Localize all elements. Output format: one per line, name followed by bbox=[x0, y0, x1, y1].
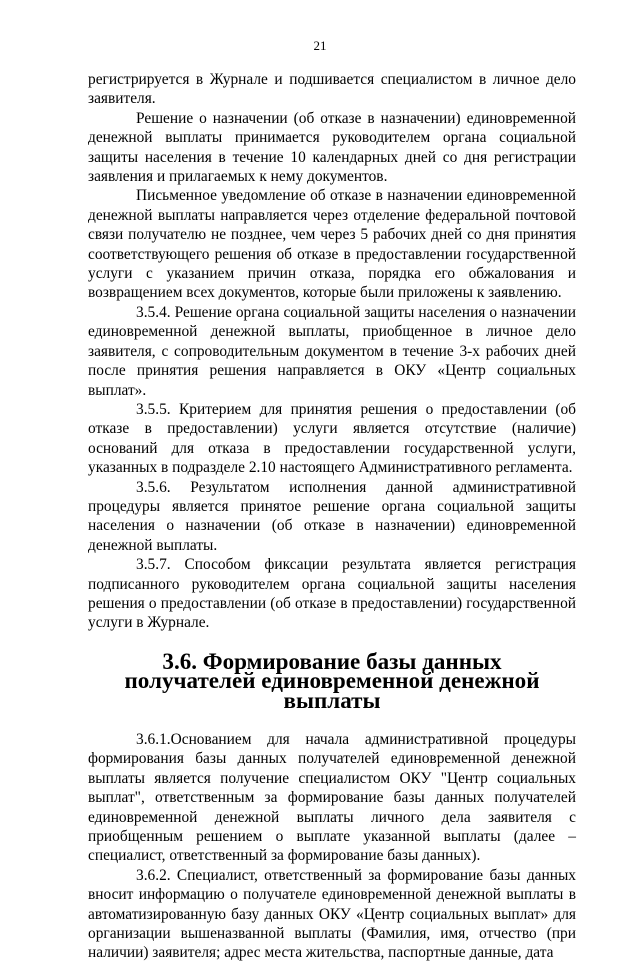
paragraph: 3.5.5. Критерием для принятия решения о предоставлении (об отказе в предоставлении) услуги является отсутствие (наличие) оснований для отказа в предоставлении государственной услуги, указанных в подразделе 2.10 настоящего Административного регламента. bbox=[88, 400, 576, 477]
paragraph: 3.6.2. Специалист, ответственный за формирование базы данных вносит информацию о получателе единовременной денежной выплаты в автоматизированную базу данных ОКУ «Центр социальных выплат» для организации вышеназванной выплаты (Фамилия, имя, отчество (при наличии) заявителя; адрес места жительства, паспортные данные, дата bbox=[88, 866, 576, 962]
paragraph: 3.5.4. Решение органа социальной защиты населения о назначении единовременной денежной выплаты, приобщенное в личное дело заявителя, с сопроводительным документом в течение 3-х рабочих дней после принятия решения направляется в ОКУ «Центр социальных выплат». bbox=[88, 303, 576, 399]
paragraph: 3.5.6. Результатом исполнения данной административной процедуры является принятое решение органа социальной защиты населения о назначении (об отказе в назначении) единовременной денежной выплаты. bbox=[88, 478, 576, 554]
paragraph: Письменное уведомление об отказе в назначении единовременной денежной выплаты направляется через отделение федеральной почтовой связи получателю не позднее, чем через 5 рабочих дней со дня принятия соответствующего решения об отказе в предоставлении государственной услуги с указанием причин отказа, порядка его обжалования и возвращением всех документов, которые были приложены к заявлению. bbox=[88, 187, 576, 302]
paragraph: 3.5.7. Способом фиксации результата является регистрация подписанного руководителем органа социальной защиты населения решения о предоставлении (об отказе в предоставлении) государственной услуги в Журнале. bbox=[88, 556, 576, 632]
paragraph: 3.6.1.Основанием для начала административной процедуры формирования базы данных получателей единовременной денежной выплаты является получение специалистом ОКУ "Центр социальных выплат", ответственным за формирование базы данных получателей единовременной денежной выплаты личного дела заявителя с приобщенным решением о выплате указанной выплаты (далее – специалист, ответственный за формирование базы данных). bbox=[88, 731, 576, 865]
paragraph: Решение о назначении (об отказе в назначении) единовременной денежной выплаты принимается руководителем органа социальной защиты населения в течение 10 календарных дней со дня регистрации заявления и прилагаемых к нему документов. bbox=[88, 109, 576, 186]
page-number: 21 bbox=[313, 38, 327, 53]
paragraph: регистрируется в Журнале и подшивается специалистом в личное дело заявителя. bbox=[88, 71, 576, 108]
document-body bbox=[88, 70, 576, 963]
section-heading: 3.6. Формирование базы данных получателей единовременной денежной выплаты bbox=[124, 647, 540, 713]
